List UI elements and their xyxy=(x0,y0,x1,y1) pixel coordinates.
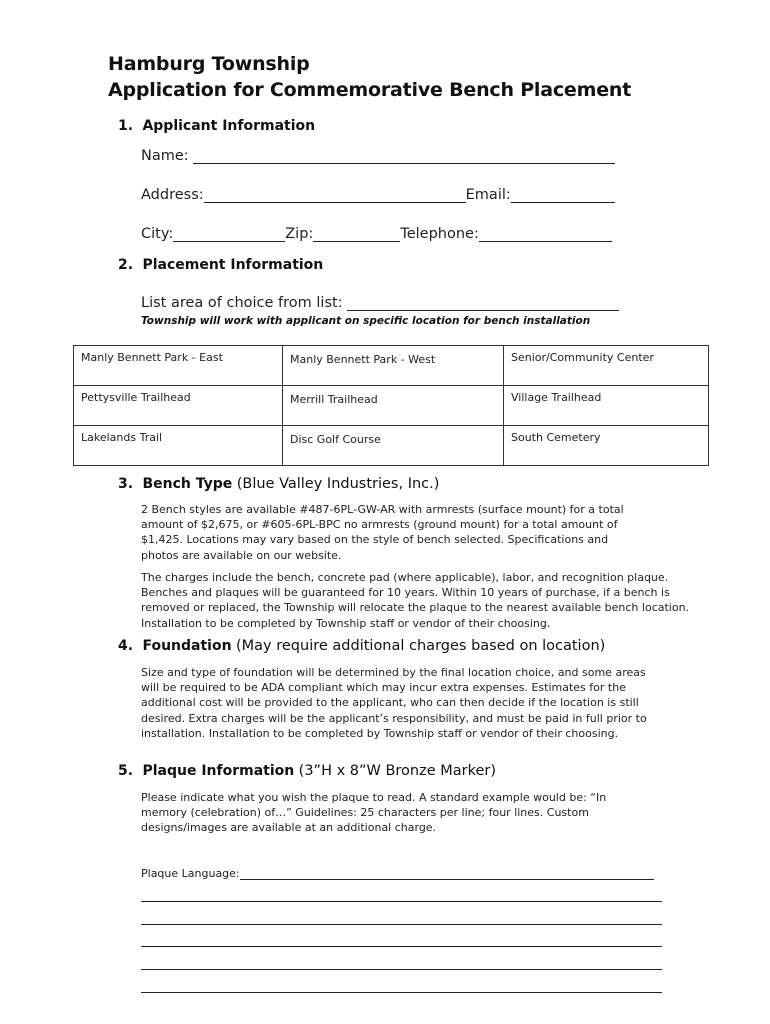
email-label: Email: xyxy=(465,187,511,203)
plaque-line[interactable] xyxy=(141,901,662,902)
section-number: 1. xyxy=(118,118,134,134)
section-number: 3. xyxy=(118,476,134,492)
section-number: 5. xyxy=(118,763,134,779)
name-row xyxy=(141,148,615,164)
city-row xyxy=(141,226,612,242)
section-title: Foundation xyxy=(142,638,232,654)
area-choice-field[interactable] xyxy=(347,295,619,311)
telephone-label: Telephone: xyxy=(400,226,479,242)
name-field[interactable] xyxy=(193,148,615,164)
section-title: Placement Information xyxy=(142,257,324,273)
area-choice-label: List area of choice from list: xyxy=(141,295,343,311)
table-row xyxy=(74,346,709,386)
section-number: 2. xyxy=(118,257,134,273)
plaque-language-field[interactable] xyxy=(240,866,654,880)
location-cell: South Cemetery xyxy=(504,426,709,466)
bench-styles-paragraph: 2 Bench styles are available #487-6PL-GW-AR with armrests (surface mount) for a total amount of $2,675, or #605-6PL-BPC no armrests (ground mount) for a total amount of $1,425. Locations may vary based on the style of bench selected. Specifications and photos are available on our website. xyxy=(141,503,624,562)
plaque-language-label: Plaque Language: xyxy=(141,867,240,880)
table-row xyxy=(74,426,709,466)
location-cell: Manly Bennett Park - West xyxy=(283,346,504,386)
location-cell: Disc Golf Course xyxy=(283,426,504,466)
section-plaque-heading xyxy=(118,763,496,779)
plaque-line[interactable] xyxy=(141,946,662,947)
plaque-line[interactable] xyxy=(141,969,662,970)
area-choice-row xyxy=(141,295,619,311)
section-bench-heading xyxy=(118,476,439,492)
plaque-line[interactable] xyxy=(141,924,662,925)
plaque-paragraph: Please indicate what you wish the plaque to read. A standard example would be: “In memory (celebration) of…” Guidelines: 25 characters per line; four lines. Custom designs/images are available at an additional charge. xyxy=(141,791,607,835)
location-cell: Pettysville Trailhead xyxy=(74,386,283,426)
plaque-language-row xyxy=(141,866,654,880)
section-title: Bench Type xyxy=(142,476,233,492)
bench-charges-paragraph: The charges include the bench, concrete pad (where applicable), labor, and recognition plaque. Benches and plaques will be guaranteed for 10 years. Within 10 years of purchase, if a bench is removed or replaced, the Township will relocate the plaque to the nearest available bench location. Installation to be completed by Township staff or vendor of their choosing. xyxy=(141,571,690,630)
address-label: Address: xyxy=(141,187,204,203)
organization-name: Hamburg Township xyxy=(108,53,310,75)
plaque-line[interactable] xyxy=(141,992,662,993)
section-title: Applicant Information xyxy=(142,118,316,134)
section-foundation-heading xyxy=(118,638,605,654)
address-row xyxy=(141,187,615,203)
location-cell: Merrill Trailhead xyxy=(283,386,504,426)
section-subtitle: (Blue Valley Industries, Inc.) xyxy=(236,476,440,492)
section-placement-heading xyxy=(118,257,323,273)
address-field[interactable] xyxy=(204,187,466,203)
zip-field[interactable] xyxy=(313,226,400,242)
telephone-field[interactable] xyxy=(479,226,612,242)
section-number: 4. xyxy=(118,638,134,654)
section-subtitle: (May require additional charges based on location) xyxy=(236,638,606,654)
section-applicant-heading xyxy=(118,118,315,134)
zip-label: Zip: xyxy=(285,226,314,242)
location-cell: Village Trailhead xyxy=(504,386,709,426)
email-field[interactable] xyxy=(511,187,615,203)
section-subtitle: (3”H x 8”W Bronze Marker) xyxy=(298,763,497,779)
city-field[interactable] xyxy=(173,226,285,242)
name-label: Name: xyxy=(141,148,189,164)
table-row xyxy=(74,386,709,426)
location-cell: Lakelands Trail xyxy=(74,426,283,466)
location-table xyxy=(73,345,709,466)
location-cell: Senior/Community Center xyxy=(504,346,709,386)
city-label: City: xyxy=(141,226,174,242)
placement-note: Township will work with applicant on specific location for bench installation xyxy=(141,315,591,327)
section-title: Plaque Information xyxy=(142,763,295,779)
foundation-paragraph: Size and type of foundation will be determined by the final location choice, and some areas will be required to be ADA compliant which may incur extra expenses. Estimates for the additional cost will be provided to the applicant, who can then decide if the location is still desired. Extra charges will be the applicant’s responsibility, and must be paid in full prior to installation. Installation to be completed by Township staff or vendor of their choosing. xyxy=(141,666,647,740)
form-title: Application for Commemorative Bench Placement xyxy=(108,79,632,101)
location-cell: Manly Bennett Park - East xyxy=(74,346,283,386)
